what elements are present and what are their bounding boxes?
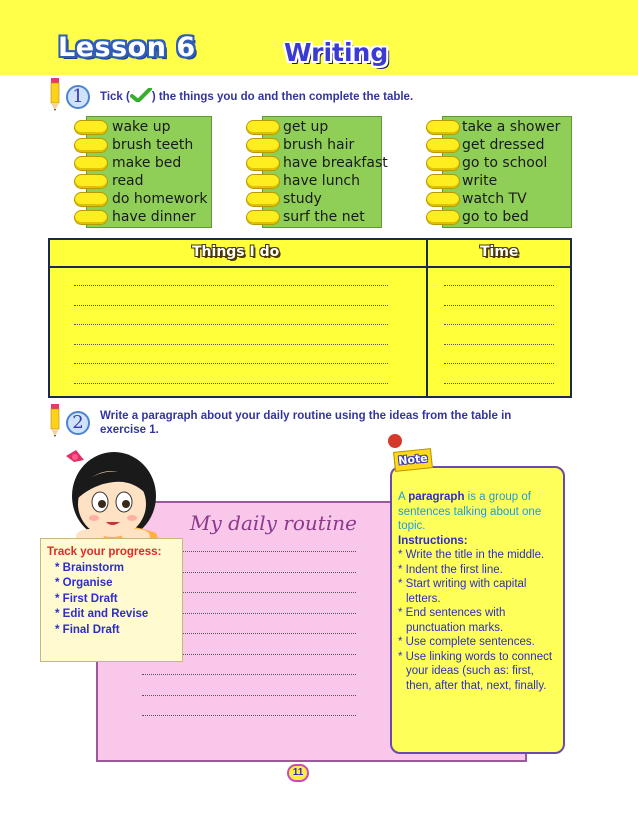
table-header-things: Things I do <box>192 244 280 260</box>
activity-item: go to school <box>462 155 548 171</box>
pencil-icon <box>48 404 62 438</box>
tick-box[interactable] <box>74 210 108 225</box>
note-tag: Note <box>393 448 433 472</box>
note-item: * Use complete sentences. <box>398 636 535 648</box>
activity-item: make bed <box>112 155 182 171</box>
note-instructions-heading: Instructions: <box>398 534 468 547</box>
exercise-2-instruction: Write a paragraph about your daily routine using the ideas from the table in exercise 1. <box>100 410 512 436</box>
writing-line[interactable] <box>142 715 356 716</box>
note-item: * Write the title in the middle. <box>398 549 545 561</box>
activity-item: have breakfast <box>283 155 388 171</box>
exercise-1-instruction: Tick ( ) the things you do and then complete the table. <box>100 88 413 104</box>
exercise-1-number: 1 <box>66 85 90 109</box>
checkmark-icon <box>130 88 152 102</box>
note-item: * Use linking words to connect your ideas (such as: first, then, after that, next, finally. <box>398 650 553 692</box>
girl-illustration <box>44 438 174 543</box>
table-header <box>50 240 570 268</box>
things-answer-line[interactable] <box>74 305 388 306</box>
activity-item: study <box>283 191 322 207</box>
progress-heading: Track your progress: <box>47 546 162 558</box>
activity-item: surf the net <box>283 209 365 225</box>
note-box <box>390 466 565 754</box>
tick-box[interactable] <box>246 138 280 153</box>
tick-box[interactable] <box>74 138 108 153</box>
exercise-2-number: 2 <box>66 411 90 435</box>
things-answer-line[interactable] <box>74 383 388 384</box>
activity-item: wake up <box>112 119 171 135</box>
tick-box[interactable] <box>74 156 108 171</box>
tick-box[interactable] <box>426 210 460 225</box>
time-answer-line[interactable] <box>444 383 554 384</box>
things-answer-line[interactable] <box>74 324 388 325</box>
activity-item: have dinner <box>112 209 196 225</box>
progress-tracker <box>40 538 183 662</box>
tick-box[interactable] <box>246 156 280 171</box>
table-divider <box>426 240 428 396</box>
pencil-icon <box>48 78 62 112</box>
routine-title: My daily routine <box>190 511 357 535</box>
time-answer-line[interactable] <box>444 324 554 325</box>
tick-box[interactable] <box>74 192 108 207</box>
writing-line[interactable] <box>142 695 356 696</box>
time-answer-line[interactable] <box>444 363 554 364</box>
activity-item: do homework <box>112 191 208 207</box>
page-title: Writing <box>284 38 389 67</box>
progress-item: * Edit and Revise <box>55 608 149 620</box>
activity-item: get up <box>283 119 329 135</box>
tick-box[interactable] <box>426 174 460 189</box>
pushpin-icon <box>388 434 402 448</box>
tick-box[interactable] <box>74 120 108 135</box>
note-item: * Start writing with capital letters. <box>398 578 527 605</box>
table-header-time: Time <box>480 244 519 260</box>
things-answer-line[interactable] <box>74 344 388 345</box>
note-item: * End sentences with punctuation marks. <box>398 607 506 634</box>
things-answer-line[interactable] <box>74 285 388 286</box>
activity-item: brush teeth <box>112 137 194 153</box>
activity-item: take a shower <box>462 119 561 135</box>
progress-item: * Organise <box>55 577 113 589</box>
note-item: * Indent the first line. <box>398 563 503 576</box>
tick-box[interactable] <box>426 192 460 207</box>
tick-box[interactable] <box>74 174 108 189</box>
lesson-label: Lesson 6 <box>58 32 196 63</box>
time-answer-line[interactable] <box>444 344 554 345</box>
tick-box[interactable] <box>426 120 460 135</box>
tick-box[interactable] <box>246 192 280 207</box>
progress-item: * Final Draft <box>55 623 120 636</box>
tick-box[interactable] <box>426 156 460 171</box>
tick-box[interactable] <box>246 174 280 189</box>
writing-line[interactable] <box>142 674 356 675</box>
tick-box[interactable] <box>246 210 280 225</box>
tick-box[interactable] <box>246 120 280 135</box>
activity-item: have lunch <box>283 173 361 189</box>
routine-table <box>48 238 572 398</box>
activity-item: get dressed <box>462 137 545 153</box>
progress-item: * Brainstorm <box>55 561 125 574</box>
page-number: 11 <box>287 764 309 782</box>
activity-item: read <box>112 173 144 189</box>
time-answer-line[interactable] <box>444 285 554 286</box>
note-intro: A paragraph is a group of sentences talking about one topic. <box>398 491 542 532</box>
time-answer-line[interactable] <box>444 305 554 306</box>
activity-item: write <box>462 173 498 189</box>
activity-item: watch TV <box>462 191 527 207</box>
activity-item: brush hair <box>283 137 355 153</box>
things-answer-line[interactable] <box>74 363 388 364</box>
tick-box[interactable] <box>426 138 460 153</box>
progress-item: * First Draft <box>55 592 118 605</box>
activity-item: go to bed <box>462 209 529 225</box>
